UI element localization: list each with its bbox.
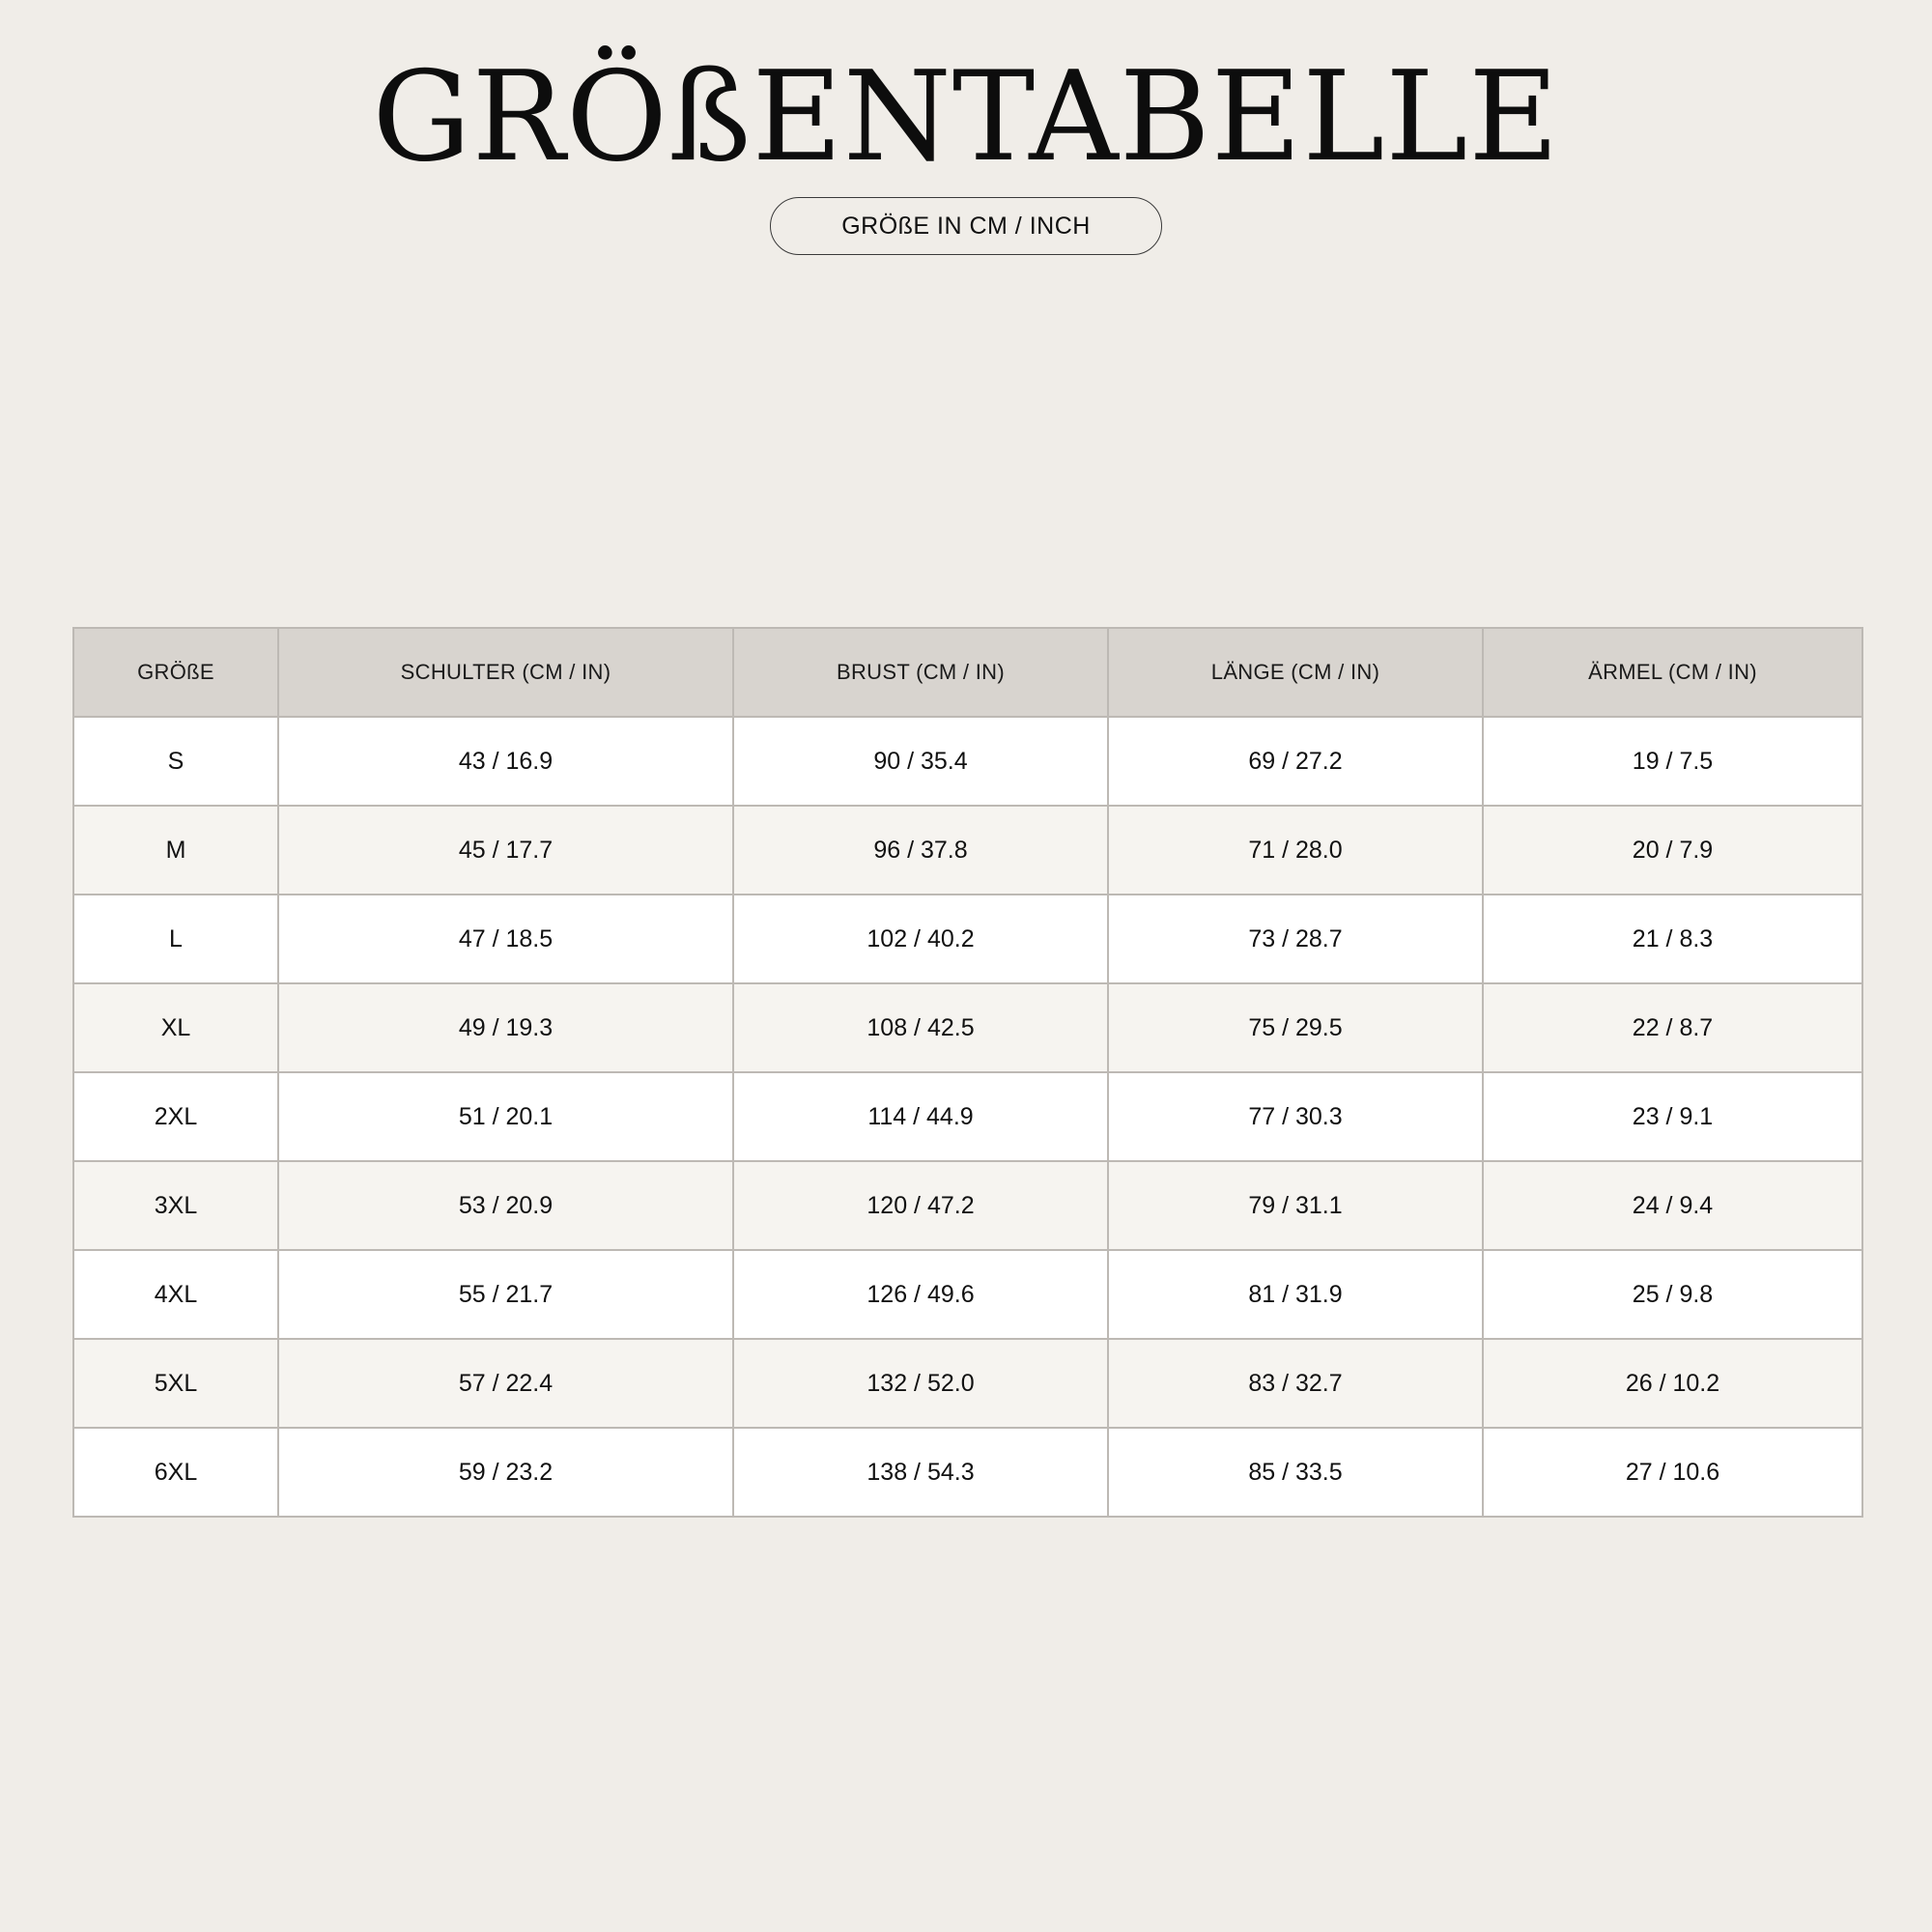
- cell-shoulder: 45 / 17.7: [278, 806, 733, 895]
- column-header-chest: BRUST (CM / IN): [733, 628, 1108, 717]
- cell-sleeve: 24 / 9.4: [1483, 1161, 1862, 1250]
- cell-size: S: [73, 717, 278, 806]
- cell-chest: 138 / 54.3: [733, 1428, 1108, 1517]
- table-row: [73, 895, 1862, 983]
- column-header-sleeve: ÄRMEL (CM / IN): [1483, 628, 1862, 717]
- cell-size: L: [73, 895, 278, 983]
- cell-chest: 120 / 47.2: [733, 1161, 1108, 1250]
- cell-chest: 126 / 49.6: [733, 1250, 1108, 1339]
- cell-chest: 96 / 37.8: [733, 806, 1108, 895]
- cell-sleeve: 21 / 8.3: [1483, 895, 1862, 983]
- cell-length: 81 / 31.9: [1108, 1250, 1483, 1339]
- cell-sleeve: 26 / 10.2: [1483, 1339, 1862, 1428]
- cell-chest: 108 / 42.5: [733, 983, 1108, 1072]
- cell-chest: 102 / 40.2: [733, 895, 1108, 983]
- cell-shoulder: 55 / 21.7: [278, 1250, 733, 1339]
- cell-shoulder: 51 / 20.1: [278, 1072, 733, 1161]
- cell-shoulder: 49 / 19.3: [278, 983, 733, 1072]
- cell-shoulder: 59 / 23.2: [278, 1428, 733, 1517]
- cell-shoulder: 57 / 22.4: [278, 1339, 733, 1428]
- cell-length: 85 / 33.5: [1108, 1428, 1483, 1517]
- cell-size: 3XL: [73, 1161, 278, 1250]
- cell-shoulder: 43 / 16.9: [278, 717, 733, 806]
- cell-sleeve: 27 / 10.6: [1483, 1428, 1862, 1517]
- column-header-length: LÄNGE (CM / IN): [1108, 628, 1483, 717]
- cell-sleeve: 22 / 8.7: [1483, 983, 1862, 1072]
- cell-size: XL: [73, 983, 278, 1072]
- cell-length: 71 / 28.0: [1108, 806, 1483, 895]
- cell-chest: 90 / 35.4: [733, 717, 1108, 806]
- page-title: GRÖßENTABELLE: [372, 45, 1560, 189]
- table-row: [73, 1250, 1862, 1339]
- cell-size: 2XL: [73, 1072, 278, 1161]
- table-row: [73, 1072, 1862, 1161]
- table-row: [73, 1428, 1862, 1517]
- cell-sleeve: 19 / 7.5: [1483, 717, 1862, 806]
- table-header-row: [73, 628, 1862, 717]
- unit-badge: GRÖßE IN CM / INCH: [770, 197, 1162, 255]
- cell-length: 79 / 31.1: [1108, 1161, 1483, 1250]
- cell-shoulder: 53 / 20.9: [278, 1161, 733, 1250]
- table-row: [73, 983, 1862, 1072]
- cell-sleeve: 25 / 9.8: [1483, 1250, 1862, 1339]
- table-row: [73, 717, 1862, 806]
- column-header-size: GRÖßE: [73, 628, 278, 717]
- table-body: [73, 717, 1862, 1517]
- cell-length: 75 / 29.5: [1108, 983, 1483, 1072]
- cell-sleeve: 20 / 7.9: [1483, 806, 1862, 895]
- cell-size: M: [73, 806, 278, 895]
- cell-shoulder: 47 / 18.5: [278, 895, 733, 983]
- cell-length: 69 / 27.2: [1108, 717, 1483, 806]
- cell-sleeve: 23 / 9.1: [1483, 1072, 1862, 1161]
- cell-chest: 132 / 52.0: [733, 1339, 1108, 1428]
- cell-length: 83 / 32.7: [1108, 1339, 1483, 1428]
- table-row: [73, 1339, 1862, 1428]
- cell-length: 77 / 30.3: [1108, 1072, 1483, 1161]
- cell-length: 73 / 28.7: [1108, 895, 1483, 983]
- cell-chest: 114 / 44.9: [733, 1072, 1108, 1161]
- table-row: [73, 1161, 1862, 1250]
- cell-size: 4XL: [73, 1250, 278, 1339]
- cell-size: 6XL: [73, 1428, 278, 1517]
- table-row: [73, 806, 1862, 895]
- cell-size: 5XL: [73, 1339, 278, 1428]
- size-table: [72, 627, 1863, 1518]
- column-header-shoulder: SCHULTER (CM / IN): [278, 628, 733, 717]
